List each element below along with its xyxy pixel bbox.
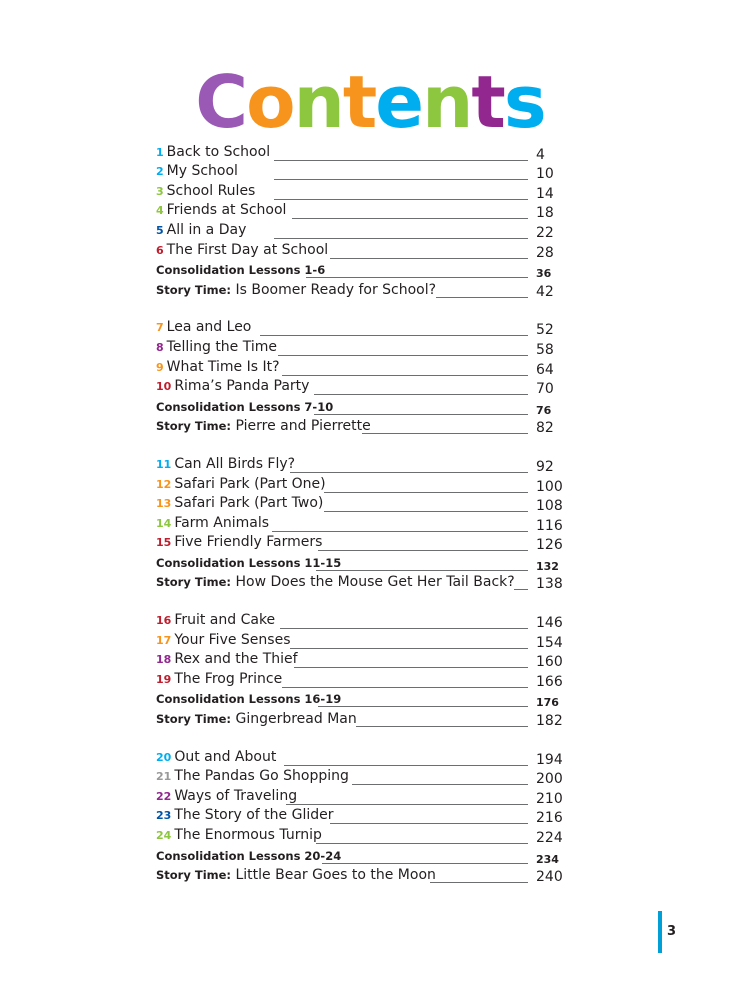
lesson-title: Telling the Time — [166, 338, 278, 355]
lesson-title: The Enormous Turnip — [174, 827, 322, 843]
toc-lesson-entry — [156, 514, 576, 534]
lesson-title: The First Day at School — [166, 241, 329, 258]
story-time-prefix: Story Time: — [156, 868, 232, 883]
leader-line — [292, 218, 528, 219]
lesson-number: 1 — [156, 145, 164, 159]
toc-story-entry — [156, 866, 576, 886]
title-letter: e — [375, 60, 423, 144]
toc-lesson-entry — [156, 611, 576, 631]
leader-line — [282, 375, 528, 376]
toc-page-number: 14 — [536, 185, 554, 202]
lesson-number: 8 — [156, 340, 164, 354]
lesson-number: 6 — [156, 243, 164, 257]
leader-line — [318, 550, 528, 551]
toc-page-number: 76 — [536, 403, 552, 417]
title-letter: t — [342, 60, 376, 144]
toc-lesson-entry — [156, 748, 576, 768]
toc-page-number: 10 — [536, 166, 554, 183]
toc-page-number: 176 — [536, 696, 559, 710]
toc-lesson-entry — [156, 182, 576, 202]
toc-entry-label — [156, 651, 298, 668]
leader-line — [294, 667, 528, 668]
story-time-prefix: Story Time: — [156, 282, 232, 297]
toc-entry-label — [156, 242, 328, 259]
lesson-number: 20 — [156, 750, 172, 764]
toc-entry-label — [156, 867, 436, 883]
lesson-title: What Time Is It? — [166, 358, 280, 375]
lesson-title: Out and About — [174, 748, 277, 765]
consolidation-title: Consolidation Lessons 1-6 — [156, 263, 326, 278]
toc-entry-label — [156, 202, 286, 219]
toc-entry-label — [156, 378, 309, 395]
toc-lesson-entry — [156, 202, 576, 222]
leader-line — [282, 687, 528, 688]
lesson-title: Lea and Leo — [166, 319, 252, 336]
toc-page-number: 36 — [536, 267, 552, 281]
lesson-number: 5 — [156, 223, 164, 237]
toc-page-number: 216 — [536, 810, 563, 827]
page-title — [0, 62, 740, 142]
lesson-number: 13 — [156, 497, 172, 511]
lesson-number: 2 — [156, 165, 164, 179]
leader-line — [514, 589, 528, 590]
lesson-title: School Rules — [166, 182, 256, 199]
lesson-title: My School — [166, 163, 238, 180]
toc-entry-label — [156, 827, 322, 844]
toc-lesson-entry — [156, 221, 576, 241]
toc-lesson-entry — [156, 495, 576, 515]
leader-line — [280, 628, 528, 629]
toc-lesson-entry — [156, 651, 576, 671]
lesson-title: The Pandas Go Shopping — [174, 768, 349, 785]
toc-page-number: 132 — [536, 559, 559, 573]
leader-line — [314, 414, 528, 415]
title-letter: C — [195, 60, 247, 144]
toc-page-number: 92 — [536, 458, 554, 475]
toc-entry-label — [156, 495, 323, 512]
toc-page-number: 64 — [536, 361, 554, 378]
leader-line — [330, 823, 528, 824]
toc-lesson-entry — [156, 534, 576, 554]
toc-lesson-entry — [156, 241, 576, 261]
toc-entry-label — [156, 632, 291, 649]
title-letter: t — [471, 60, 504, 144]
toc-page-number: 224 — [536, 830, 563, 846]
toc-story-entry — [156, 709, 576, 729]
lesson-number: 7 — [156, 321, 164, 335]
toc-entry-label — [156, 671, 282, 688]
toc-lesson-entry — [156, 787, 576, 807]
toc-entry-label — [156, 163, 238, 180]
page-number: 3 — [667, 924, 677, 939]
leader-line — [284, 765, 528, 766]
toc-lesson-entry — [156, 826, 576, 846]
lesson-title: Safari Park (Part Two) — [174, 495, 324, 512]
lesson-number: 3 — [156, 184, 164, 198]
leader-line — [306, 277, 528, 278]
toc-page-number: 42 — [536, 283, 554, 300]
lesson-title: Safari Park (Part One) — [174, 475, 326, 492]
toc-page-number: 108 — [536, 498, 563, 515]
title-letter: s — [503, 60, 545, 144]
lesson-number: 22 — [156, 789, 172, 803]
toc-entry-label — [156, 691, 341, 707]
lesson-number: 15 — [156, 536, 172, 550]
toc-lesson-entry — [156, 670, 576, 690]
toc-lesson-entry — [156, 768, 576, 788]
toc-page-number: 58 — [536, 341, 554, 358]
toc-page-number: 52 — [536, 322, 554, 339]
consolidation-title: Consolidation Lessons 7-10 — [156, 399, 334, 414]
toc-entry-label — [156, 807, 334, 824]
lesson-number: 16 — [156, 614, 172, 628]
toc-entry-label — [156, 359, 280, 376]
story-title: Little Bear Goes to the Moon — [231, 867, 436, 884]
leader-line — [274, 199, 528, 200]
leader-line — [274, 160, 528, 161]
lesson-number: 4 — [156, 204, 164, 218]
lesson-title: Friends at School — [166, 202, 287, 219]
lesson-number: 19 — [156, 672, 172, 686]
toc-page-number: 240 — [536, 869, 563, 886]
toc-entry-label — [156, 574, 515, 590]
story-time-prefix: Story Time: — [156, 419, 232, 434]
toc-lesson-entry — [156, 358, 576, 378]
toc-entry-label — [156, 262, 325, 278]
toc-page-number: 82 — [536, 420, 554, 437]
leader-line — [430, 882, 528, 883]
story-time-prefix: Story Time: — [156, 575, 232, 590]
story-time-prefix: Story Time: — [156, 712, 232, 727]
title-letter: o — [246, 60, 294, 144]
toc-entry-label — [156, 282, 436, 298]
toc-consolidation-entry — [156, 553, 576, 573]
lesson-title: Rima’s Panda Party — [174, 378, 310, 395]
toc-page-number: 210 — [536, 790, 563, 807]
title-letter: n — [422, 60, 472, 144]
leader-line — [274, 179, 528, 180]
toc-page-number: 234 — [536, 852, 559, 866]
toc-page-number: 182 — [536, 713, 563, 730]
lesson-title: The Story of the Glider — [174, 807, 334, 824]
lesson-title: Ways of Traveling — [174, 787, 298, 804]
leader-line — [324, 492, 528, 493]
toc-entry-label — [156, 534, 322, 551]
toc-page-number: 194 — [536, 751, 563, 768]
leader-line — [274, 238, 528, 239]
lesson-number: 18 — [156, 653, 172, 667]
toc-lesson-entry — [156, 338, 576, 358]
lesson-title: Fruit and Cake — [174, 612, 276, 629]
toc-entry-label — [156, 612, 275, 629]
toc-page-number: 166 — [536, 673, 563, 690]
toc-story-entry — [156, 417, 576, 437]
leader-line — [290, 648, 528, 649]
lesson-title: Rex and the Thief — [174, 651, 298, 668]
lesson-number: 14 — [156, 516, 172, 530]
story-title: Pierre and Pierrette — [231, 418, 371, 435]
lesson-title: Can All Birds Fly? — [174, 455, 296, 472]
toc-entry-label — [156, 848, 341, 864]
toc-page-number: 200 — [536, 771, 563, 788]
lesson-title: Five Friendly Farmers — [174, 534, 323, 551]
toc-consolidation-entry — [156, 846, 576, 866]
toc-consolidation-entry — [156, 397, 576, 417]
lesson-title: The Frog Prince — [174, 670, 283, 687]
lesson-number: 9 — [156, 360, 164, 374]
toc-page-number: 160 — [536, 654, 563, 671]
leader-line — [352, 784, 528, 785]
toc-entry-label — [156, 144, 270, 161]
toc-entry-label — [156, 418, 371, 434]
toc-entry-label — [156, 515, 269, 532]
title-letter: n — [293, 60, 343, 144]
toc-entry-label — [156, 222, 246, 239]
leader-line — [314, 394, 528, 395]
toc-lesson-entry — [156, 143, 576, 163]
leader-line — [286, 804, 528, 805]
toc-lesson-entry — [156, 455, 576, 475]
consolidation-title: Consolidation Lessons 11-15 — [156, 555, 342, 570]
leader-line — [316, 843, 528, 844]
toc-page-number: 70 — [536, 381, 554, 398]
story-title: How Does the Mouse Get Her Tail Back? — [231, 574, 515, 591]
toc-page-number: 146 — [536, 615, 563, 632]
toc-page-number: 138 — [536, 576, 563, 593]
toc-story-entry — [156, 573, 576, 593]
leader-line — [260, 335, 528, 336]
consolidation-title: Consolidation Lessons 20-24 — [156, 848, 342, 863]
lesson-number: 23 — [156, 809, 172, 823]
lesson-number: 21 — [156, 770, 172, 784]
lesson-title: Back to School — [166, 143, 271, 160]
toc-entry-label — [156, 456, 295, 473]
toc-consolidation-entry — [156, 690, 576, 710]
toc-page-number: 18 — [536, 205, 554, 222]
leader-line — [316, 570, 528, 571]
toc-consolidation-entry — [156, 261, 576, 281]
toc-page-number: 4 — [536, 146, 545, 163]
toc-entry-label — [156, 788, 297, 805]
toc-page-number: 28 — [536, 244, 554, 261]
lesson-number: 10 — [156, 380, 172, 394]
toc-lesson-entry — [156, 631, 576, 651]
leader-line — [436, 297, 528, 298]
toc-entry-label — [156, 768, 349, 785]
toc-story-entry — [156, 280, 576, 300]
toc-lesson-entry — [156, 163, 576, 183]
table-of-contents — [156, 143, 576, 885]
lesson-title: All in a Day — [166, 221, 247, 238]
toc-lesson-entry — [156, 319, 576, 339]
leader-line — [330, 258, 528, 259]
toc-entry-label — [156, 319, 251, 336]
toc-page-number: 126 — [536, 537, 563, 554]
consolidation-title: Consolidation Lessons 16-19 — [156, 692, 342, 707]
toc-entry-label — [156, 339, 277, 356]
page-number-bar — [658, 911, 662, 953]
toc-lesson-entry — [156, 378, 576, 398]
leader-line — [318, 706, 528, 707]
toc-lesson-entry — [156, 807, 576, 827]
leader-line — [362, 433, 528, 434]
toc-page-number: 116 — [536, 517, 563, 534]
leader-line — [272, 531, 528, 532]
lesson-title: Farm Animals — [174, 514, 269, 531]
leader-line — [356, 726, 528, 727]
leader-line — [278, 355, 528, 356]
toc-entry-label — [156, 555, 341, 571]
toc-entry-label — [156, 711, 357, 727]
toc-page-number: 22 — [536, 224, 554, 241]
lesson-number: 12 — [156, 477, 172, 491]
lesson-number: 17 — [156, 633, 172, 647]
leader-line — [322, 863, 528, 864]
lesson-title: Your Five Senses — [174, 631, 291, 648]
leader-line — [324, 511, 528, 512]
story-title: Is Boomer Ready for School? — [231, 281, 437, 298]
toc-entry-label — [156, 749, 276, 766]
toc-entry-label — [156, 183, 255, 200]
toc-lesson-entry — [156, 475, 576, 495]
toc-entry-label — [156, 476, 326, 493]
leader-line — [290, 472, 528, 473]
story-title: Gingerbread Man — [231, 711, 357, 728]
toc-entry-label — [156, 399, 333, 415]
toc-page-number: 154 — [536, 634, 563, 651]
lesson-number: 24 — [156, 829, 172, 842]
toc-page-number: 100 — [536, 478, 563, 495]
lesson-number: 11 — [156, 457, 172, 471]
